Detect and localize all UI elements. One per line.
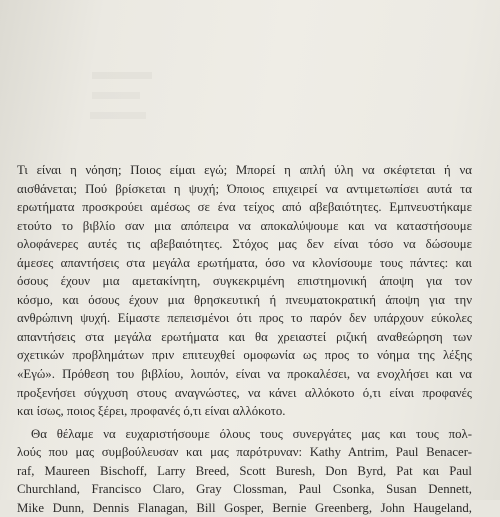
text-line: προξενήσει σύγχυση στους αναγνώστες, να κάνει αλλόκοτο ό,τι είναι προφανές (17, 385, 472, 400)
bleed-through-mark (92, 92, 140, 99)
text-line: όσους έχουν μια αμετακίνητη, συγκεκριμένη επιστημονική άποψη για τον (17, 274, 472, 289)
text-line: Churchland, Francisco Claro, Gray Clossman, Paul Csonka, Susan Dennett, (17, 482, 472, 497)
bleed-through-mark (90, 112, 146, 119)
text-line: αισθάνεται; Πού βρίσκεται η ψυχή; Όποιος επιχειρεί να αντιμετωπίσει αυτά τα (17, 181, 472, 196)
text-line: raf, Maureen Bischoff, Larry Breed, Scott Buresh, Don Byrd, Pat και Paul (17, 463, 472, 478)
text-line: άμεσες απαντήσεις στα μεγάλα ερωτήματα, όσο να κλονίσουμε τους πάντες: και (17, 255, 472, 270)
text-line: Τι είναι η νόηση; Ποιος είμαι εγώ; Μπορεί η απλή ύλη να σκέφτεται ή να (17, 163, 472, 177)
text-line: «Εγώ». Πρόθεση του βιβλίου, λοιπόν, είναι να προκαλέσει, να ενοχλήσει και να (17, 367, 472, 382)
text-line: ολοφάνερες αυτές τις αβεβαιότητες. Στόχος μας δεν είναι τόσο να δώσουμε (17, 237, 472, 252)
text-line: ερωτήματα προσκρούει αμέσως σε ένα τείχος από αβεβαιότητες. Εμπνευστήκαμε (17, 200, 472, 215)
text-line: λούς που μας συμβούλευσαν και μας παρότρυναν: Kathy Antrim, Paul Benacer- (17, 445, 472, 460)
text-line: σχετικών προβλημάτων πριν επιτευχθεί ομοφωνία ως προς το νόημα της λέξης (17, 348, 472, 363)
preface-text (17, 161, 472, 517)
text-line: κόσμο, και όσους έχουν μια θρησκευτική ή πνευματοκρατική άποψη για την (17, 292, 472, 307)
text-line: ανθρώπινη ψυχή. Είμαστε πεπεισμένοι ότι προς το παρόν δεν υπάρχουν εύκολες (17, 311, 472, 326)
bleed-through-mark (92, 72, 152, 79)
text-line: Θα θέλαμε να ευχαριστήσουμε όλους τους συνεργάτες μας και τους πολ- (31, 426, 472, 441)
text-line: απαντήσεις στα μεγάλα ερωτήματα και θα χρειαστεί ριζική αναθεώρηση των (17, 329, 472, 344)
text-line: και ίσως, ποιος ξέρει, προφανές ό,τι είναι αλλόκοτο. (17, 404, 286, 419)
paragraph-acknowledgments (17, 425, 472, 517)
text-line: ετούτο το βιβλίο σαν μια απόπειρα να αποκαλύψουμε και να καταστήσουμε (17, 218, 472, 233)
paragraph-intro (17, 161, 472, 421)
text-line: Mike Dunn, Dennis Flanagan, Bill Gosper, Bernie Greenberg, John Haugeland, (17, 500, 472, 515)
